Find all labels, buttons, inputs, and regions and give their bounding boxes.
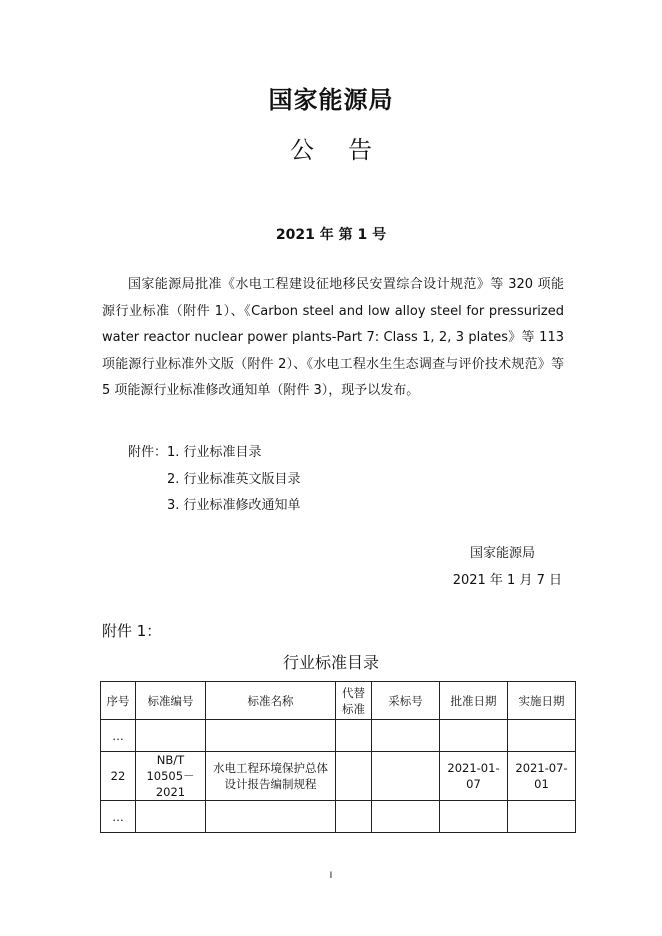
attachment-number: 1. xyxy=(167,445,180,460)
signature-org: 国家能源局 xyxy=(469,546,535,561)
header-code: 标准编号 xyxy=(136,682,206,720)
cell-implement-date: 2021-07-01 xyxy=(508,752,576,801)
table-row xyxy=(101,752,576,801)
cell-replace xyxy=(336,752,372,801)
cell-adopt xyxy=(372,752,440,801)
attachment-number: 2. xyxy=(167,471,180,487)
standards-table xyxy=(100,681,576,833)
announcement-paragraph: 国家能源局批准《水电工程建设征地移民安置综合设计规范》等 320 项能源行业标准（附件 1）、《Carbon steel and low alloy steel for pressurized water reactor nuclear power plants-Part 7: Class 1, 2, 3 plates》等 113 项能源行业标准外文版（附件 2）、《水电工程水生生态调查与评价技术规范》等 5 项能源行业标准修改通知单（附件 3），现予以发布。 xyxy=(102,277,564,398)
header-approve-date: 批准日期 xyxy=(440,682,508,720)
attachment-item xyxy=(102,467,301,494)
standards-list-title: 行业标准目录 xyxy=(282,653,379,672)
document-type-char-2: 告 xyxy=(348,136,372,164)
header-replace: 代替标准 xyxy=(336,682,372,720)
attachment-item xyxy=(102,440,301,467)
document-type-char-1: 公 xyxy=(290,136,314,164)
attachment-item xyxy=(102,493,301,520)
signature-date: 2021 年 1 月 7 日 xyxy=(452,573,562,588)
attachment-title: 行业标准目录 xyxy=(183,445,262,460)
table-row-ellipsis xyxy=(101,720,576,752)
table-row-ellipsis xyxy=(101,801,576,833)
attachment-label: 附件： xyxy=(128,445,168,460)
attachment-title: 行业标准修改通知单 xyxy=(183,498,301,513)
header-seq: 序号 xyxy=(101,682,136,720)
cell-seq: 22 xyxy=(101,752,136,801)
header-implement-date: 实施日期 xyxy=(508,682,576,720)
document-type xyxy=(0,130,662,165)
attachment-list xyxy=(102,440,301,520)
issue-number: 2021 年 第 1 号 xyxy=(275,227,387,243)
cell-name: 水电工程环境保护总体设计报告编制规程 xyxy=(206,752,336,801)
cell-code: NB/T 10505－2021 xyxy=(136,752,206,801)
header-adopt: 采标号 xyxy=(372,682,440,720)
table-header-row xyxy=(101,682,576,720)
attachment-number: 3. xyxy=(167,498,180,513)
cell-approve-date: 2021-01-07 xyxy=(440,752,508,801)
ellipsis-cell: … xyxy=(101,720,136,752)
ellipsis-cell: … xyxy=(101,801,136,833)
page-number: I xyxy=(329,871,333,881)
agency-title: 国家能源局 xyxy=(268,86,394,114)
attachment-title: 行业标准英文版目录 xyxy=(183,471,301,487)
header-name: 标准名称 xyxy=(206,682,336,720)
attachment-1-label: 附件 1： xyxy=(102,622,162,640)
signature-block xyxy=(453,540,562,594)
